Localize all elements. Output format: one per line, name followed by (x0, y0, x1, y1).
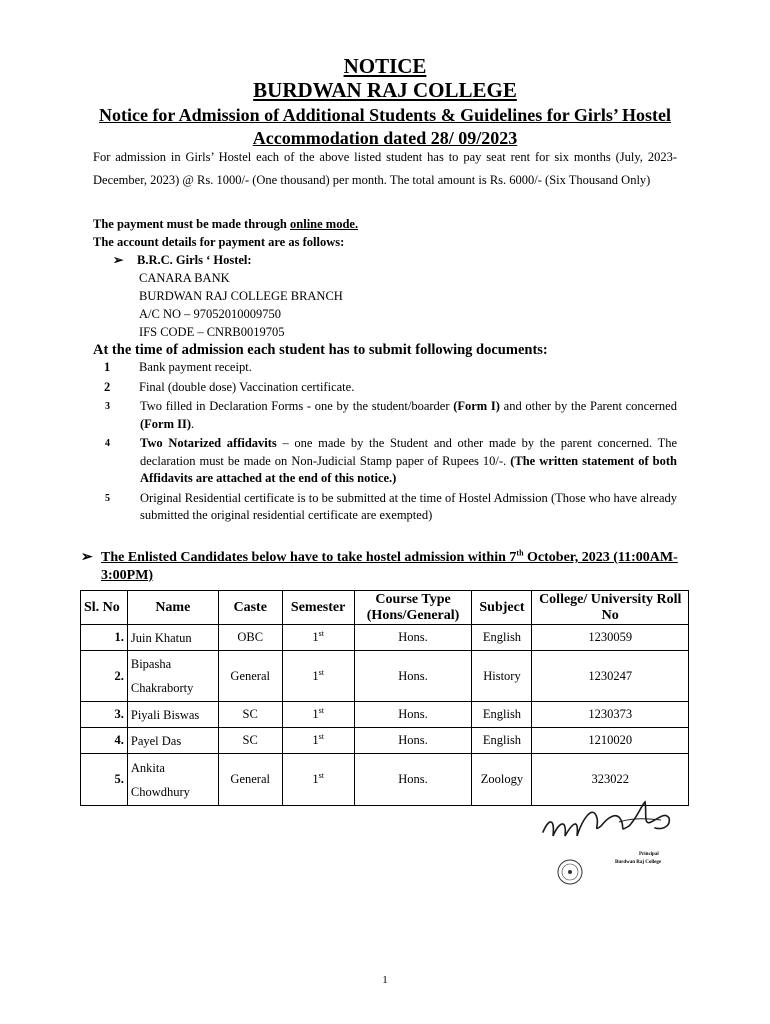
documents-list (104, 359, 677, 527)
cell-subject: English (472, 702, 532, 728)
column-header: Semester (282, 591, 354, 625)
hostel-account-label: B.R.C. Girls ‘ Hostel: (137, 253, 252, 267)
cell-caste: SC (218, 728, 282, 754)
arrow-bullet-icon: ➢ (81, 550, 93, 565)
cell-semester: 1st (282, 728, 354, 754)
list-item-text: Final (double dose) Vaccination certificate. (139, 379, 355, 394)
cell-caste: OBC (218, 625, 282, 651)
cell-sl: 4. (81, 728, 128, 754)
table-header-row (81, 591, 689, 625)
cell-subject: History (472, 651, 532, 702)
list-item-number: 1 (104, 360, 111, 374)
list-item (104, 398, 677, 433)
cell-subject: English (472, 728, 532, 754)
cell-course: Hons. (354, 728, 472, 754)
cell-name: Payel Das (127, 728, 218, 754)
payment-mode-prefix: The payment must be made through (93, 217, 291, 231)
cell-course: Hons. (354, 625, 472, 651)
list-item-number: 5 (105, 492, 110, 504)
bank-line: A/C NO – 97052010009750 (139, 307, 282, 321)
bank-line: CANARA BANK (139, 271, 230, 285)
cell-name: Bipasha Chakraborty (127, 651, 218, 702)
table-row (81, 702, 689, 728)
cell-course: Hons. (354, 754, 472, 806)
cell-semester: 1st (282, 702, 354, 728)
table-row (81, 728, 689, 754)
list-item-text: Two Notarized affidavits – one made by the Student and other made by the parent concerned. The declaration must be made on Non-Judicial Stamp paper of Rupees 10/-. (The written statement of both Affidavits are attached at the end of this notice.) (140, 436, 678, 485)
hostel-account-title (113, 251, 343, 269)
cell-roll: 1230059 (532, 625, 689, 651)
cell-subject: Zoology (472, 754, 532, 806)
arrow-bullet-icon: ➢ (113, 253, 124, 267)
cell-course: Hons. (354, 702, 472, 728)
cell-course: Hons. (354, 651, 472, 702)
payment-mode-line (93, 215, 358, 233)
list-item-number: 4 (105, 438, 110, 449)
page-number: 1 (382, 974, 388, 986)
column-header: Subject (472, 591, 532, 625)
account-details-line: The account details for payment are as follows: (93, 235, 345, 249)
notice-subtitle: Notice for Admission of Additional Students & Guidelines for Girls’ Hostel Accommodation dated 28/ 09/2023 (98, 105, 672, 148)
intro-paragraph: For admission in Girls’ Hostel each of the above listed student has to pay seat rent for six months (July, 2023- December, 2023) @ Rs. 1000/- (One thousand) per month. The total amount is Rs. 6000/- (Six Thousand Only) (93, 150, 677, 187)
cell-caste: SC (218, 702, 282, 728)
cell-roll: 1210020 (532, 728, 689, 754)
notice-heading: NOTICE (343, 54, 427, 78)
cell-name: Juin Khatun (127, 625, 218, 651)
column-header: College/ University Roll No (532, 591, 689, 625)
cell-sl: 5. (81, 754, 128, 806)
college-name: BURDWAN RAJ COLLEGE (253, 78, 517, 102)
column-header: Name (127, 591, 218, 625)
cell-name: Ankita Chowdhury (127, 754, 218, 806)
table-row (81, 651, 689, 702)
cell-semester: 1st (282, 625, 354, 651)
stamp-title-text: Principal (639, 852, 659, 857)
cell-name: Piyali Biswas (127, 702, 218, 728)
cell-semester: 1st (282, 651, 354, 702)
list-item-number: 2 (104, 379, 111, 394)
payment-mode-value: online mode. (290, 217, 359, 231)
bank-details (113, 251, 343, 341)
cell-caste: General (218, 754, 282, 806)
cell-roll: 323022 (532, 754, 689, 806)
candidates-table (80, 590, 689, 806)
cell-sl: 2. (81, 651, 128, 702)
bank-line: BURDWAN RAJ COLLEGE BRANCH (139, 289, 343, 303)
list-item-text: Two filled in Declaration Forms - one by the student/boarder (Form I) and other by the Parent concerned (Form II). (140, 399, 677, 431)
cell-semester: 1st (282, 754, 354, 806)
list-item (104, 435, 677, 488)
documents-title: At the time of admission each student has to submit following documents: (93, 342, 548, 358)
stamp-org-text: Burdwan Raj College (615, 860, 662, 865)
cell-roll: 1230373 (532, 702, 689, 728)
cell-sl: 3. (81, 702, 128, 728)
list-item (104, 490, 677, 525)
cell-caste: General (218, 651, 282, 702)
column-header: Caste (218, 591, 282, 625)
enlisted-candidates-heading: ➢ The Enlisted Candidates below have to take hostel admission within 7th October, 2023 (11:00AM-3:00PM) (81, 548, 678, 583)
list-item-text: Original Residential certificate is to be submitted at the time of Hostel Admission (Those who have already submitted the original residential certificate are exempted) (140, 490, 677, 522)
list-item-text: Bank payment receipt. (139, 360, 252, 374)
list-item (104, 359, 677, 377)
bank-line: IFS CODE – CNRB0019705 (139, 325, 285, 339)
column-header: Course Type (Hons/General) (354, 591, 472, 625)
cell-sl: 1. (81, 625, 128, 651)
table-row (81, 625, 689, 651)
cell-roll: 1230247 (532, 651, 689, 702)
column-header: Sl. No (81, 591, 128, 625)
list-item (104, 379, 677, 397)
list-item-number: 3 (105, 401, 110, 412)
principal-signature-stamp (535, 792, 685, 892)
cell-subject: English (472, 625, 532, 651)
